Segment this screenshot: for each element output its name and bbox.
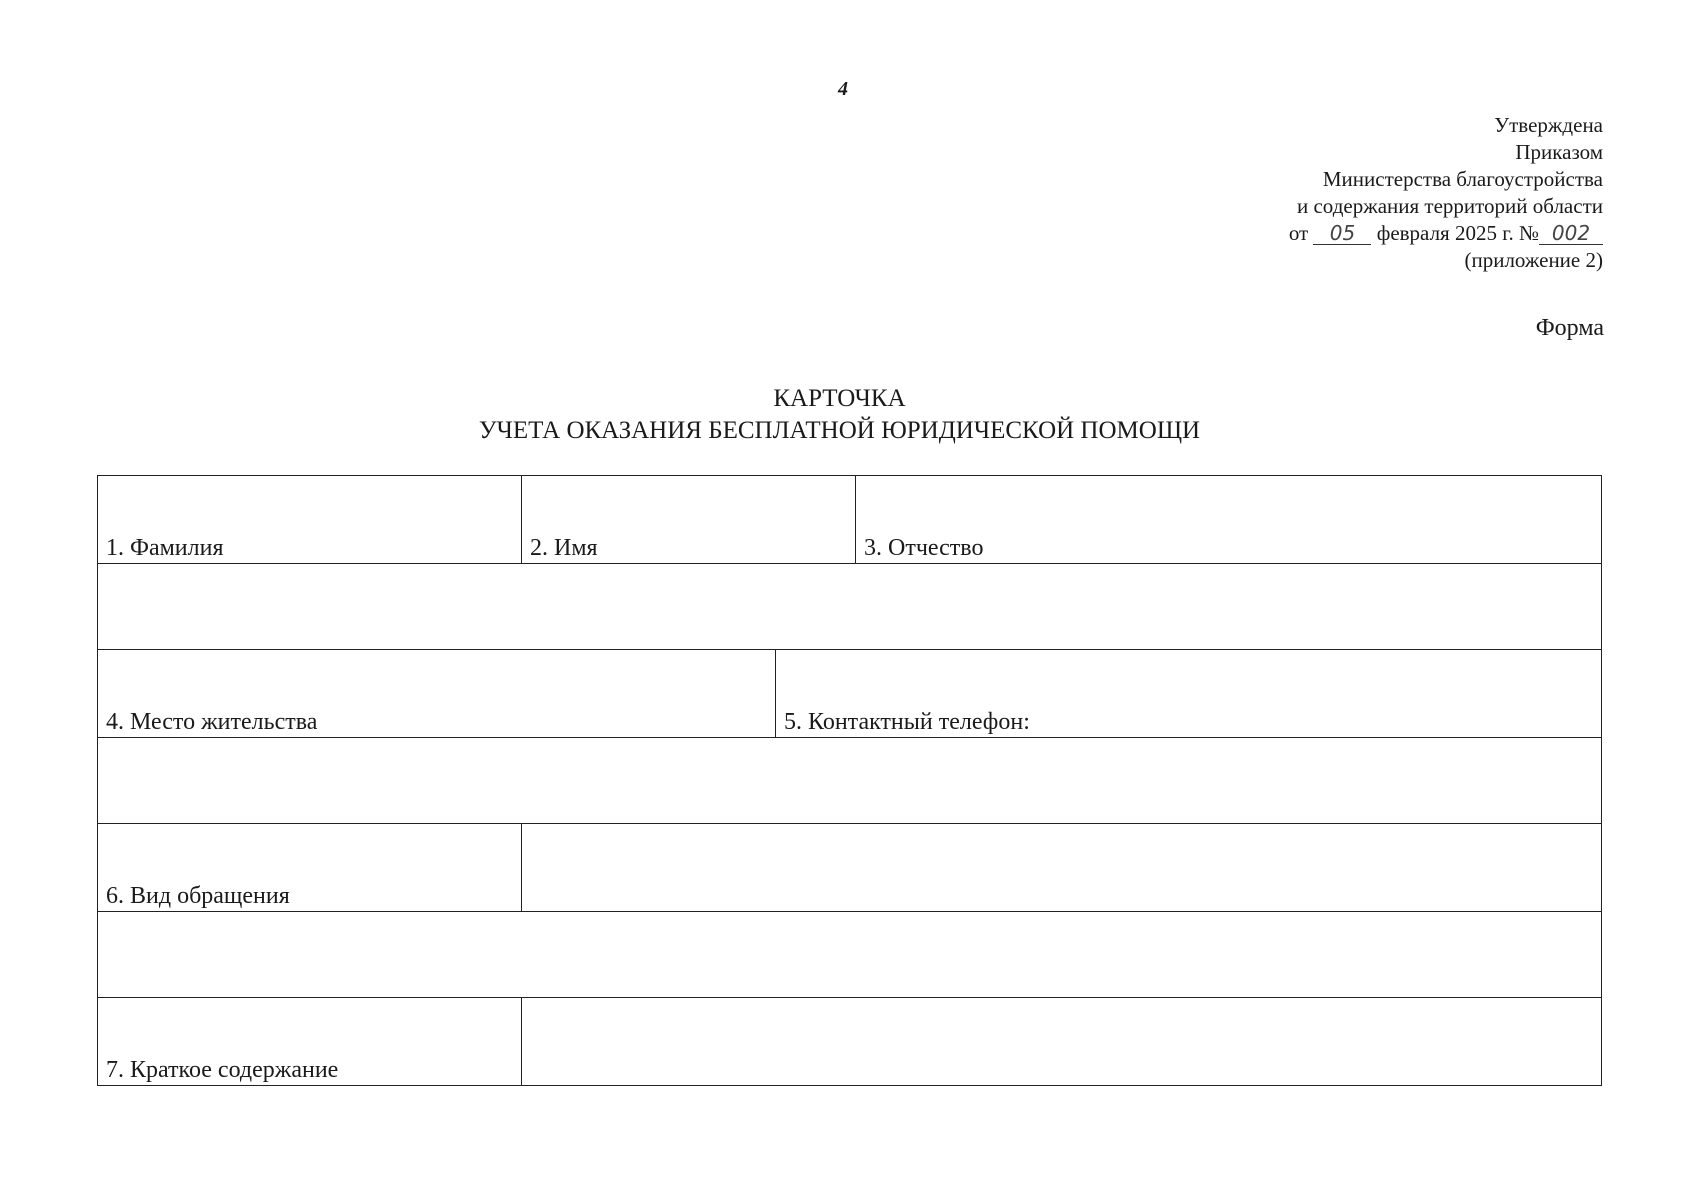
- field-phone[interactable]: 5. Контактный телефон:: [776, 650, 1602, 738]
- approval-line-approved: Утверждена: [1494, 113, 1603, 137]
- table-row: [98, 824, 1602, 912]
- approval-stamp-block: [1289, 112, 1603, 274]
- field-surname[interactable]: 1. Фамилия: [98, 476, 522, 564]
- number-prefix: №: [1518, 221, 1539, 245]
- legal-aid-card-table: [97, 475, 1602, 1086]
- field-residence[interactable]: 4. Место жительства: [98, 650, 776, 738]
- table-row: [98, 476, 1602, 564]
- date-day-handwritten: 05: [1313, 222, 1371, 245]
- approval-line-ministry: Министерства благоустройства: [1322, 167, 1603, 191]
- blank-row[interactable]: [98, 564, 1602, 650]
- field-request-type: 6. Вид обращения: [98, 824, 522, 912]
- field-patronymic[interactable]: 3. Отчество: [856, 476, 1602, 564]
- approval-line-order: Приказом: [1515, 140, 1603, 164]
- document-subtitle: УЧЕТА ОКАЗАНИЯ БЕСПЛАТНОЙ ЮРИДИЧЕСКОЙ ПОМОЩИ: [478, 417, 1201, 444]
- date-month-year: февраля 2025 г.: [1376, 221, 1514, 245]
- blank-row[interactable]: [98, 738, 1602, 824]
- table-row: [98, 912, 1602, 998]
- table-row: [98, 650, 1602, 738]
- table-row: [98, 564, 1602, 650]
- date-prefix: от: [1288, 221, 1309, 245]
- request-type-value-cell[interactable]: [522, 824, 1602, 912]
- form-label: Форма: [1535, 315, 1604, 341]
- field-name[interactable]: 2. Имя: [522, 476, 856, 564]
- approval-line-territories: и содержания территорий области: [1297, 194, 1603, 218]
- blank-row[interactable]: [98, 912, 1602, 998]
- document-title: КАРТОЧКА: [773, 385, 906, 412]
- summary-value-cell[interactable]: [522, 998, 1602, 1086]
- approval-line-appendix: (приложение 2): [1464, 248, 1603, 272]
- order-number-handwritten: 002: [1539, 222, 1603, 245]
- table-row: [98, 998, 1602, 1086]
- table-row: [98, 738, 1602, 824]
- field-summary: 7. Краткое содержание: [98, 998, 522, 1086]
- approval-line-date: [1289, 220, 1603, 247]
- page-number: 4: [838, 78, 848, 100]
